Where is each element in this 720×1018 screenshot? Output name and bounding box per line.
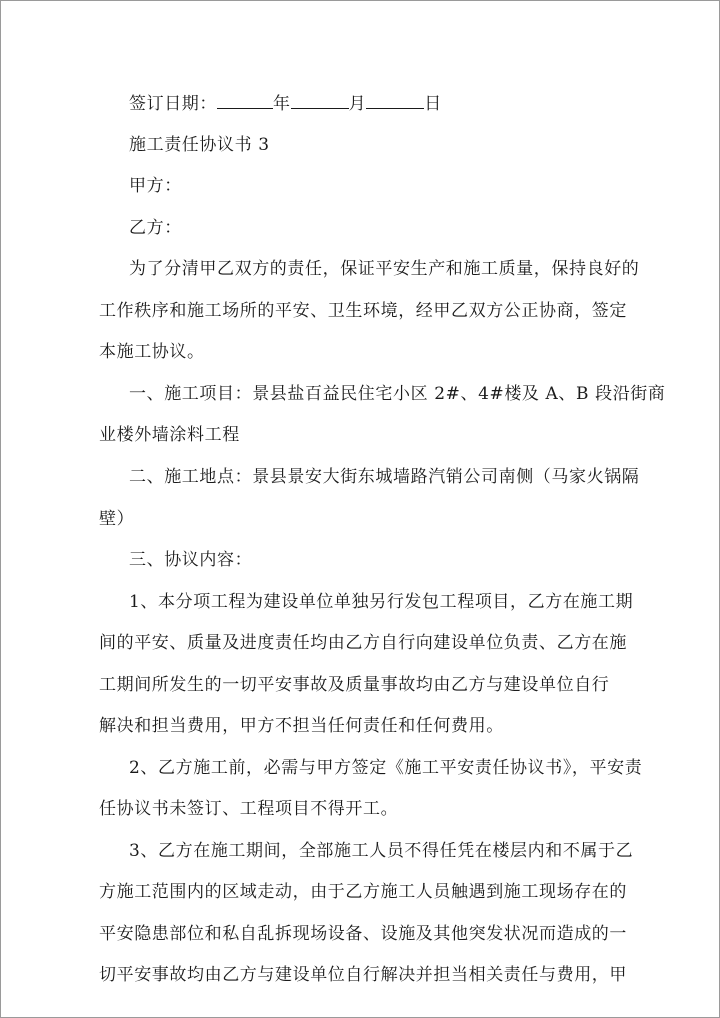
signing-date-line — [129, 92, 442, 116]
item1-line: 业楼外墙涂料工程 — [99, 425, 240, 445]
year-label: 年 — [273, 94, 291, 114]
month-blank — [291, 92, 349, 109]
clause3-line: 3、乙方在施工期间，全部施工人员不得任凭在楼层内和不属于乙 — [129, 841, 634, 861]
clause2-line: 2、乙方施工前，必需与甲方签定《施工平安责任协议书》，平安责 — [129, 758, 643, 778]
clause3-line: 切平安事故均由乙方与建设单位自行解决并担当相关责任与费用，甲 — [99, 965, 627, 985]
clause3-line: 方施工范围内的区域走动，由于乙方施工人员触遇到施工现场存在的 — [99, 882, 627, 902]
clause2-line: 任协议书未签订、工程项目不得开工。 — [99, 799, 399, 819]
document-title: 施工责任协议书 3 — [129, 135, 270, 155]
clause3-line: 平安隐患部位和私自乱拆现场设备、设施及其他突发状况而造成的一 — [99, 924, 627, 944]
signing-date-label: 签订日期： — [129, 94, 217, 114]
year-blank — [217, 92, 273, 109]
clause1-line: 间的平安、质量及进度责任均由乙方自行向建设单位负责、乙方在施 — [99, 633, 627, 653]
day-label: 日 — [424, 94, 442, 114]
clause1-line: 工期间所发生的一切平安事故及质量事故均由乙方与建设单位自行 — [99, 675, 610, 695]
intro-line: 为了分清甲乙双方的责任，保证平安生产和施工质量，保持良好的 — [129, 259, 640, 279]
month-label: 月 — [348, 94, 367, 114]
day-blank — [366, 92, 424, 109]
party-b-label: 乙方： — [129, 218, 182, 238]
item2-line: 二、施工地点：景县景安大街东城墙路汽销公司南侧（马家火锅隔 — [129, 467, 640, 487]
intro-line: 工作秩序和施工场所的平安、卫生环境，经甲乙双方公正协商，签定 — [99, 301, 627, 321]
intro-line: 本施工协议。 — [99, 342, 205, 362]
clause1-line: 1、本分项工程为建设单位单独另行发包工程项目，乙方在施工期 — [129, 592, 634, 612]
item2-line: 壁） — [99, 509, 135, 529]
clause1-line: 解决和担当费用，甲方不担当任何责任和任何费用。 — [99, 716, 504, 736]
party-a-label: 甲方： — [129, 176, 182, 196]
item3-heading: 三、协议内容： — [129, 550, 253, 570]
item1-line: 一、施工项目：景县盐百益民住宅小区 2#、4#楼及 A、B 段沿街商 — [129, 384, 666, 404]
